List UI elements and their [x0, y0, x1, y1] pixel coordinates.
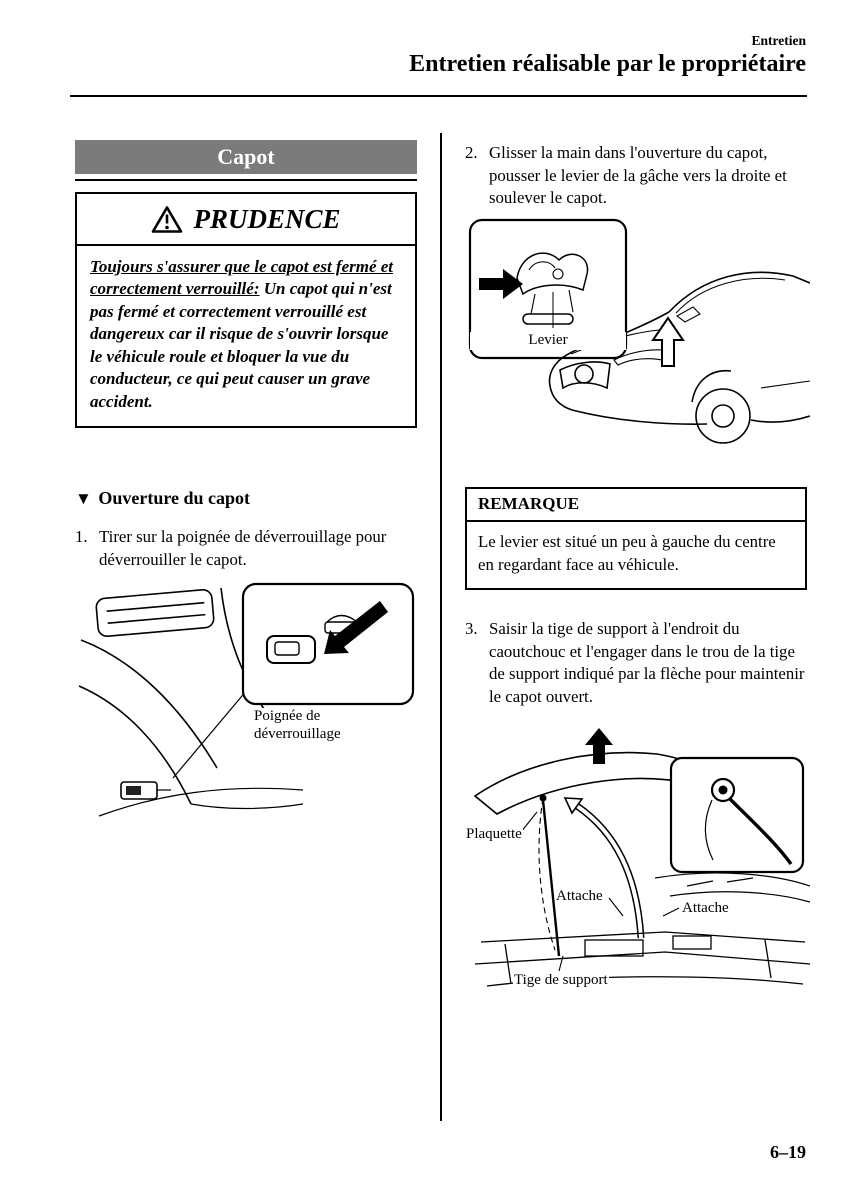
figure3-label-attache-left: Attache: [556, 888, 603, 904]
caution-body: [77, 246, 415, 426]
section-marker-icon: ▼: [75, 489, 92, 508]
column-divider: [440, 133, 442, 1121]
support-rod-illustration: [465, 728, 810, 1000]
page-title: Entretien réalisable par le propriétaire: [409, 51, 806, 77]
caution-box: [75, 192, 417, 428]
figure3-label-attache-right: Attache: [682, 900, 729, 916]
step-2: [465, 142, 809, 210]
section-heading-rule: [75, 179, 417, 181]
hood-drawing: [475, 753, 701, 814]
figure3-label-tige: Tige de support: [514, 972, 608, 988]
step-3-text: Saisir la tige de support à l'endroit du caoutchouc et l'engager dans le trou de la tige de support indiqué par la flèche pour maintenir le capot ouvert.: [489, 619, 805, 707]
figure3-label-plaquette: Plaquette: [466, 826, 522, 842]
figure-hood-release: [75, 578, 417, 834]
figure-hood-lever: [465, 216, 810, 481]
step-1-number: 1.: [75, 527, 88, 546]
chapter-label: Entretien: [751, 33, 806, 48]
warning-triangle-icon: [151, 205, 183, 234]
caution-title: PRUDENCE: [193, 203, 341, 234]
note-box: [465, 487, 807, 590]
caution-title-row: [77, 194, 415, 246]
rod-motion-dashed-line: [539, 798, 555, 950]
step-1-text: Tirer sur la poignée de déverrouillage pour déverrouiller le capot.: [99, 527, 387, 569]
header-rule: [70, 95, 807, 97]
support-rod: [543, 800, 559, 956]
figure2-label: Levier: [470, 332, 626, 350]
hood-release-illustration: [75, 578, 417, 834]
step-2-text: Glisser la main dans l'ouverture du capot, pousser le levier de la gâche vers la droite et soulever le capot.: [489, 143, 787, 208]
page-number: 6–19: [770, 1142, 806, 1162]
cowl-drawing: [655, 873, 810, 902]
subsection-title: Ouverture du capot: [98, 488, 250, 508]
caution-body-text: Un capot qui n'est pas fermé et correctement verrouillé est dangereux car il risque de s'ouvrir lorsque le véhicule roule et bloquer la vue du conducteur, ce qui peut causer un grave accident.: [90, 279, 392, 411]
figure-support-rod: [465, 728, 810, 1000]
step-3: [465, 618, 809, 709]
step-1: [75, 526, 417, 571]
section-heading-capot: Capot: [75, 140, 417, 174]
step-3-number: 3.: [465, 619, 478, 638]
caution-lead-text: Toujours s'assurer que le capot est fermé et correctement verrouillé:: [90, 257, 394, 299]
subsection-heading: [75, 488, 250, 509]
curved-arrow-icon: [577, 806, 641, 938]
note-text: Le levier est situé un peu à gauche du centre en regardant face au véhicule.: [478, 532, 776, 574]
up-arrow-icon: [585, 728, 613, 764]
note-title: REMARQUE: [467, 489, 805, 522]
step-2-number: 2.: [465, 143, 478, 162]
figure1-label: Poignée de déverrouillage: [253, 708, 365, 743]
